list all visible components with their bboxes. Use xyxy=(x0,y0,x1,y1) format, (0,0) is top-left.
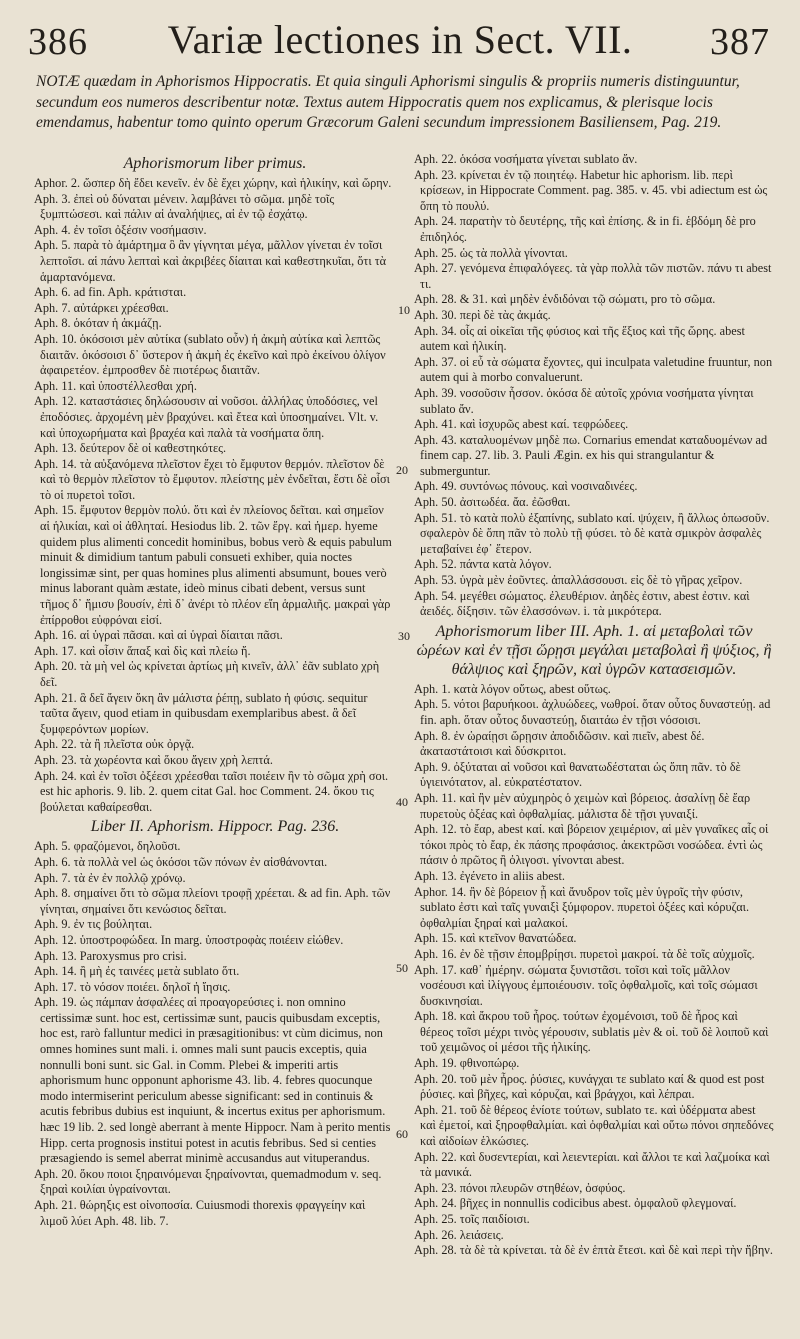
aphorism-note: Aph. 41. καὶ ἰσχυρῶς abest καί. τεφρώδεες. xyxy=(414,417,629,432)
aphorism-note: Aph. 19. ὡς πάμπαν ἀσφαλέες αἱ προαγορεύσιες i. non omnino certissimæ sunt. hoc est, certissimæ sunt, paucis quibusdam exceptis, hoc est, rarò falluntur medici in præsagitionibus: vt cùm dicimus, non omnes homines sunt mali. i. omnes mali sunt paucis exceptis, quia nonnulli boni sunt. sic Gal. in Comm. Plebei & imperiti artis aphorismum hunc opponunt aphorisme 43. lib. 4. febres quocunque modo intermiserint periculum abesse significant: sed in continuis & acutis febribus dubius est inquiunt, & incertus exitus per aphorismum. hæc 19 lib. 2. sed longè aberrant à mente Hippocr. Nam à perito mentis Hipp. certa prognosis institui potest in acutis febribus. Sed si centies præsagiendo is semel aberrat minimè accusandus aut vituperandus. xyxy=(34,995,391,1166)
aphorism-note: Aph. 15. καὶ κτεῖνον θανατώδεα. xyxy=(414,931,577,946)
aphorism-note: Aph. 5. φραζόμενοι, δηλοῦσι. xyxy=(34,839,181,854)
aphorism-note: Aph. 12. τὸ ἔαρ, abest καί. καὶ βόρειον χειμέριον, αἱ μὲν γυναῖκες αἷς οἱ τόκοι πρὸς τὸ ἔαρ, ἐκ πάσης προφάσιος. ἀκεκτρῶσι νοσώδεα. ἐντὶ ὡς πάσιν ὁ πρῶτος ἢ ὀλιγοσι. γίνονται abest. xyxy=(414,822,769,868)
aphorism-note: Aph. 9. ὀξύταται αἱ νοῦσοι καὶ θανατωδέσταται ὡς ὅπη πᾶν. τὸ δὲ ὑγιεινότατον, al. εὐκρατέστατον. xyxy=(414,759,741,790)
aphorism-note: Aph. 1. κατὰ λόγον οὕτως, abest οὕτως. xyxy=(414,681,611,696)
aphorism-note: Aph. 52. πάντα κατὰ λόγον. xyxy=(414,557,552,572)
aphorism-note: Aph. 53. ὑγρὰ μὲν ἐοῦντες. ἀπαλλάσσουσι. εἰς δὲ τὸ γῆρας χεῖρον. xyxy=(414,573,743,588)
aphorism-note: Aph. 17. καθ᾽ ἡμέρην. σώματα ξυνιστᾶσι. τοῖσι καὶ τοῖς μᾶλλον νοσέουσι καὶ ἰλίγγους ἐμποιέουσιν. τοῖς ὀφθαλμοῖς, καὶ τοῖς σώμασι δυσκινησίαι. xyxy=(414,962,758,1008)
aphorism-note: Aph. 16. αἱ ὑγραὶ πᾶσαι. καὶ αἱ ὑγραὶ δίαιται πᾶσι. xyxy=(34,628,283,643)
line-number: 60 xyxy=(396,1127,408,1141)
line-number: 50 xyxy=(396,961,408,975)
aphorism-note: Aph. 43. καταλυομένων μηδὲ πω. Cornarius emendat καταδυομένων ad finem cap. 27. lib. 3. Pauli Ægin. ex his qui strangulantur & submerguntur. xyxy=(414,432,768,478)
aphorism-note: Aph. 20. τοῦ μὲν ἦρος. ῥύσιες, κυνάγχαι τε sublato καί & quod est post ῥύσιες. καὶ βῆχες, καὶ κόρυζαι, καὶ βράγχοι, καὶ λέπραι. xyxy=(414,1071,765,1102)
page-number-left: 386 xyxy=(28,21,88,63)
aphorism-note: Aph. 51. τὸ κατὰ πολὺ ἐξαπίνης, sublato καί. ψύχειν, ἢ ἄλλως ὁπωσοῦν. σφαλερὸν δὲ ὅπη πᾶν τὸ πολὺ τῇ φύσει. τὸ δὲ κατὰ σμικρὸν ἀσφαλὲς μεταβαίνει ἐφ᾽ ἕτερον. xyxy=(414,510,770,556)
aphorism-note: Aph. 22. ὁκόσα νοσήματα γίνεται sublato ἄν. xyxy=(414,152,638,166)
aphorism-note: Aph. 11. καὶ ἢν μὲν αὐχμηρὸς ὁ χειμὼν καὶ βόρειος. ἀσαλίνῃ δὲ ἔαρ πυρετοὺς ὀξέας καὶ ὀφθαλμίας. μάλιστα δὲ τῇσι γυναιξί. xyxy=(414,790,751,821)
section-heading: Aphorismorum liber III. Aph. 1. αἱ μεταβολαὶ τῶν ὡρέων καὶ ἐν τῇσι ὥρῃσι μεγάλαι μεταβολαὶ ἢ ψύξιος, ἢ θάλψιος καὶ ξηρῶν, καὶ ὑγρῶν κατασεισμῶν. xyxy=(416,622,772,678)
aphorism-note: Aph. 25. τοῖς παιδίοισι. xyxy=(414,1212,530,1226)
aphorism-note: Aph. 21. τοῦ δὲ θέρεος ἐνίοτε τούτων, sublato τε. καὶ ὑδέρματα abest καὶ ἐμετοί, καὶ ξηροφθαλμίαι. καὶ ὀφθαλμίαι καὶ οὕτω πόνοι σηπεδόνες καὶ αἰδοίων ἑλκώσιες. xyxy=(414,1102,774,1149)
aphorism-note: Aph. 24. καὶ ἐν τοῖσι ὀξέεσι χρέεσθαι ταῖσι ποιέειν ἢν τὸ σῶμα χρὴ σοι. est hic aphoris. 9. lib. 2. quem citat Gal. hoc Comment. 24. ὅκου τις βούλεται καθαίρεσθαι. xyxy=(34,768,389,814)
aphorism-note: Aph. 16. ἐν δὲ τῇσιν ἐπομβρίῃσι. πυρετοὶ μακροί. τὰ δὲ τοῖς αὐχμοῖς. xyxy=(414,946,755,961)
aphorism-note: Aph. 22. τὰ ἢ πλεῖστα οὐκ ὀργᾷ. xyxy=(34,737,195,752)
aphorism-note: Aph. 22. καὶ δυσεντερίαι, καὶ λειεντερίαι. καὶ ἄλλοι τε καὶ λαζμοίκα καὶ τὰ μανικά. xyxy=(414,1149,770,1180)
aphorism-note: Aph. 14. τὰ αὐξανόμενα πλεῖστον ἔχει τὸ ἔμφυτον θερμόν. πλεῖστον δὲ καὶ τὸ θερμὸν πλεῖστον τὸ ἔμφυτον. πλείστης μὲν ἐνδεῖται, ἔστι δὲ οἷσι τὸ οἱ πυρετοὶ τοῖσι. xyxy=(34,456,390,502)
aphorism-note: Aph. 23. πόνοι πλευρῶν στηθέων, ὀσφύος. xyxy=(414,1180,626,1195)
aphorism-note: Aph. 7. αὐτάρκει χρέεσθαι. xyxy=(34,300,169,315)
aphorism-note: Aph. 37. οἱ εὖ τὰ σώματα ἔχοντες, qui inculpata valetudine fruuntur, non autem qui à morbo convaluerunt. xyxy=(414,354,773,385)
aphorism-note: Aphor. 14. ἢν δὲ βόρειον ᾖ καὶ ἄνυδρον τοῖς μὲν ὑγροῖς τὴν φύσιν, sublato ἐστι καὶ ταῖς γυναιξὶ ξύμφορον. πυρετοὶ ὀξέες καὶ κόρυζαι. ὀφθαλμίαι ξηραί καὶ μαλακοί. xyxy=(414,884,750,930)
aphorism-note: Aph. 19. φθινοπώρῳ. xyxy=(414,1056,520,1071)
aphorism-note: Aph. 7. τὰ ἐν ἐν πολλῷ χρόνῳ. xyxy=(34,870,186,885)
page-number-right: 387 xyxy=(710,21,770,63)
section-heading: Aphorismorum liber primus. xyxy=(123,155,307,172)
aphorism-note: Aph. 20. τὰ μὴ vel ὡς κρίνεται ἀρτίως μὴ κινεῖν, ἀλλ᾽ ἐᾶν sublato χρὴ δεῖ. xyxy=(34,659,380,689)
aphorism-note: Aph. 28. τὰ δὲ τὰ κρίνεται. τὰ δὲ ἐν ἑπτὰ ἔτεσι. καὶ δὲ καὶ περὶ τὴν ἥβην. xyxy=(414,1243,773,1258)
aphorism-note: Aph. 14. ἢ μὴ ἐς ταινέες μετὰ sublato ὅτι. xyxy=(34,964,240,979)
intro-note: NOTÆ quædam in Aphorismos Hippocratis. Et quia singuli Aphorismi singulis & propriis numeris distinguuntur, secundum eos numeros describentur notæ. Textus autem Hippocratis quem nos explicamus, & plerisque locis emendamus, habentur tomo quinto operum Græcorum Galeni secundum impressionem Basiliensem, Pag. 219. xyxy=(36,73,740,131)
aphorism-note: Aph. 9. ἐν τις βούληται. xyxy=(34,917,153,932)
aphorism-note: Aph. 21. θώρηξις est οἰνοποσία. Cuiusmodi thorexis φραγγείην καὶ λιμοῦ λύει Aph. 48. lib. 7. xyxy=(34,1198,366,1228)
aphorism-note: Aph. 17. τὸ νόσον ποιέει. δηλοῖ ἡ ἴησις. xyxy=(34,979,231,994)
aphorism-note: Aph. 34. οἷς αἱ οἰκεῖαι τῆς φύσιος καὶ τῆς ἕξιος καὶ τῆς ὥρης. abest autem καὶ ἡλικίη. xyxy=(414,323,745,354)
aphorism-note: Aph. 21. ἃ δεῖ ἄγειν ὅκη ἂν μάλιστα ῥέπῃ, sublato ἡ φύσις. sequitur ταῦτα ἄγειν, quod etiam in quibusdam exemplaribus abest. ἃ δεῖ ξυμφερόντων μορίων. xyxy=(34,690,368,736)
aphorism-note: Aph. 24. παρατὴν τὸ δευτέρης, τῆς καὶ ἐπίσης. & in fi. ἑβδόμη δὲ pro ἐπιδηλός. xyxy=(414,214,756,244)
running-header xyxy=(0,8,800,68)
line-number: 40 xyxy=(396,795,408,809)
aphorism-note: Aph. 4. ἐν τοῖσι ὀξέσιν νοσήμασιν. xyxy=(34,222,207,237)
aphorism-note: Aph. 8. σημαίνει ὅτι τὸ σῶμα πλείονι τροφῇ χρέεται. & ad fin. Aph. τῶν γίνηται, σημαίνει ὅτι κενώσιος δεῖται. xyxy=(34,886,391,916)
line-number: 20 xyxy=(396,463,408,477)
aphorism-note: Aphor. 2. ὥσπερ δὴ ἔδει κενεῖν. ἐν δὲ ἔχει χώρην, καὶ ἡλικίην, καὶ ὥρην. xyxy=(34,176,392,190)
aphorism-note: Aph. 26. λειάσεις. xyxy=(414,1227,504,1242)
aphorism-note: Aph. 30. περὶ δὲ τὰς ἀκμάς. xyxy=(414,307,551,322)
aphorism-note: Aph. 23. τὰ χωρέοντα καὶ ὅκου ἄγειν χρὴ λεπτά. xyxy=(34,752,273,767)
aphorism-note: Aph. 49. συντόνως πόνους. καὶ νοσιναδινέες. xyxy=(414,479,638,494)
right-column xyxy=(414,152,774,1259)
line-number: 10 xyxy=(398,303,410,317)
aphorism-note: Aph. 10. ὁκόσοισι μὲν αὐτίκα (sublato οὖν) ἡ ἀκμὴ αὐτίκα καὶ λεπτῶς διαιτᾶν. ὁκόσοισι δ᾽ ὕστερον ἡ ἀκμὴ ἐς ἐκεῖνο καὶ πρὸ ἐκείνου ὀλίγον ἀφαιρετέον. ἐμπροσθεν δὲ πιοτέρως διαιτᾶν. xyxy=(34,331,386,378)
aphorism-note: Aph. 17. καὶ οἷσιν ἅπαξ καὶ δὶς καὶ πλείω ἤ. xyxy=(34,643,251,658)
aphorism-note: Aph. 27. γενόμενα ἐπιφαλόγεες. τὰ γὰρ πολλὰ τῶν πιστῶν. πάνυ τι abest τι. xyxy=(414,261,772,291)
left-column xyxy=(34,152,396,1229)
aphorism-note: Aph. 13. Paroxysmus pro crisi. xyxy=(34,948,187,963)
aphorism-note: Aph. 54. μεγέθει σώματος. ἐλευθέριον. ἀηδὲς ἐστιν, abest ἐστιν. καὶ ἀειδές. δίξησιν. τῶν ἐλασσόνων. i. τὰ μικρότερα. xyxy=(414,588,750,619)
aphorism-note: Aph. 39. νοσοῦσιν ἧσσον. ὁκόσα δὲ αὐτοῖς χρόνια νοσήματα γίνηται sublato ἄν. xyxy=(414,385,754,416)
aphorism-note: Aph. 20. ὅκου ποιοι ξηραινόμεναι ξηραίνονται, quemadmodum v. seq. ξηραὶ κοιλίαι ὑγραίνονται. xyxy=(34,1166,382,1197)
aphorism-note: Aph. 12. ὑποστροφώδεα. In marg. ὑποστροφὰς ποιέειν εἰώθεν. xyxy=(34,932,344,947)
aphorism-note: Aph. 13. δεύτερον δὲ οἱ καθεστηκότες. xyxy=(34,441,227,456)
aphorism-note: Aph. 6. ad fin. Aph. κράτισται. xyxy=(34,285,187,300)
line-number: 30 xyxy=(398,629,410,643)
aphorism-note: Aph. 25. ὡς τὰ πολλὰ γίνονται. xyxy=(414,245,568,260)
aphorism-note: Aph. 24. βῆχες in nonnullis codicibus abest. ὀμφαλοῦ φλεγμοναί. xyxy=(414,1196,737,1211)
aphorism-note: Aph. 28. & 31. καὶ μηδὲν ἐνδιδόναι τῷ σώματι, pro τὸ σῶμα. xyxy=(414,292,716,307)
aphorism-note: Aph. 23. κρίνεται ἐν τῷ ποιητέῳ. Habetur hic aphorism. lib. περὶ κρίσεων, in Hippocrate Comment. pag. 385. v. 45. vbi adiectum est ὡς ὅπη τὸ πουλύ. xyxy=(414,167,768,213)
aphorism-note: Aph. 5. νότοι βαρυήκοοι. ἀχλυώδεες, νωθροί. ὅταν οὗτος δυναστεύῃ. ad fin. aph. ὅταν οὗτος δυναστεύῃ, διαιτάω ἐν τῇσι νόσοισι. xyxy=(414,697,771,727)
aphorism-note: Aph. 18. καὶ ἄκρου τοῦ ἦρος. τούτων ἐχομένοισι, τοῦ δὲ ἦρος καὶ θέρεος τοῖσι μέχρι τινὸς γέρουσιν, sublatis μὲν & οἱ. τοῦ δὲ λοιποῦ καὶ τοῦ χειμῶνος οἱ μέσοι τῆς ἡλικίης. xyxy=(414,1009,769,1055)
aphorism-note: Aph. 5. παρὰ τὸ ἁμάρτημα ὃ ἂν γίγνηται μέγα, μᾶλλον γίνεται ἐν τοῖσι λεπτοῖσι. αἱ πάνυ λεπταὶ καὶ ἀκριβέες δίαιται καὶ καθεστηκυῖαι, ὅτι τὰ ἁμαρτανόμενα. xyxy=(34,238,387,284)
aphorism-note: Aph. 8. ὁκόταν ἡ ἀκμάζῃ. xyxy=(34,316,162,331)
aphorism-note: Aph. 15. ἔμφυτον θερμὸν πολύ. ὅτι καὶ ἐν πλείονος δεῖται. καὶ σημεῖον αἱ ἡλικίαι, καὶ οἱ ἀθληταί. Hesiodus lib. 2. τῶν ἔργ. καὶ ἡμερ. hyeme quidem plus alimenti concedit hominibus, bobus verò & equis pabulum minuit & dimidium tantum pabuli consueti exhiber, quia noctes longissimæ sint, per quas homines plus alimenti absumunt, boues verò minus laborant quàm æstate, ideò minus cibati debent, versus sunt τῆμος δ᾽ ἥμισυ βουσίν, ἐπὶ δ᾽ ἀνέρι τὸ πλέον εἴη ἁρμαλιῆς. μακραὶ γὰρ ἐπίρροθοι εὐφρόναι εἰσί. xyxy=(34,503,392,627)
aphorism-note: Aph. 3. ἐπεὶ οὐ δύναται μένειν. λαμβάνει τὸ σῶμα. μηδὲ τοῖς ξυμπτώσεσι. καὶ πάλιν αἱ ἀναλήψιες, αἱ ἐν τῷ ἐσχάτῳ. xyxy=(34,191,335,222)
aphorism-note: Aph. 6. τὰ πολλὰ vel ὡς ὁκόσοι τῶν πόνων ἐν αἰσθάνονται. xyxy=(34,854,328,869)
running-title: Variæ lectiones in Sect. VII. xyxy=(167,17,633,62)
aphorism-note: Aph. 12. καταστάσιες δηλώσουσιν αἱ νοῦσοι. ἀλλήλας ὑποδόσιες, vel ἐποδόσιες. ἀρχομένη μὲν βραχύνει. καὶ ἔτεα καὶ ὑποσημαίνει. Vlt. v. καὶ ὑποχωρήματα καὶ βραχέα καὶ παλὰ τὰ νοσήματα ὅπη. xyxy=(34,394,379,440)
aphorism-note: Aph. 13. ἐγένετο in aliis abest. xyxy=(414,868,565,883)
aphorism-note: Aph. 8. ἐν ὡραίῃσι ὥρῃσιν ἀποδιδῶσιν. καὶ πιεῖν, abest δέ. ἀκαταστάτοισι καὶ δύσκριτοι. xyxy=(414,728,705,759)
aphorism-note: Aph. 50. ἀσιτωδέα. ἄα. ἐῶσθαι. xyxy=(414,495,571,510)
section-heading: Liber II. Aphorism. Hippocr. Pag. 236. xyxy=(90,818,340,836)
aphorism-note: Aph. 11. καὶ ὑποστέλλεσθαι χρή. xyxy=(34,378,197,393)
